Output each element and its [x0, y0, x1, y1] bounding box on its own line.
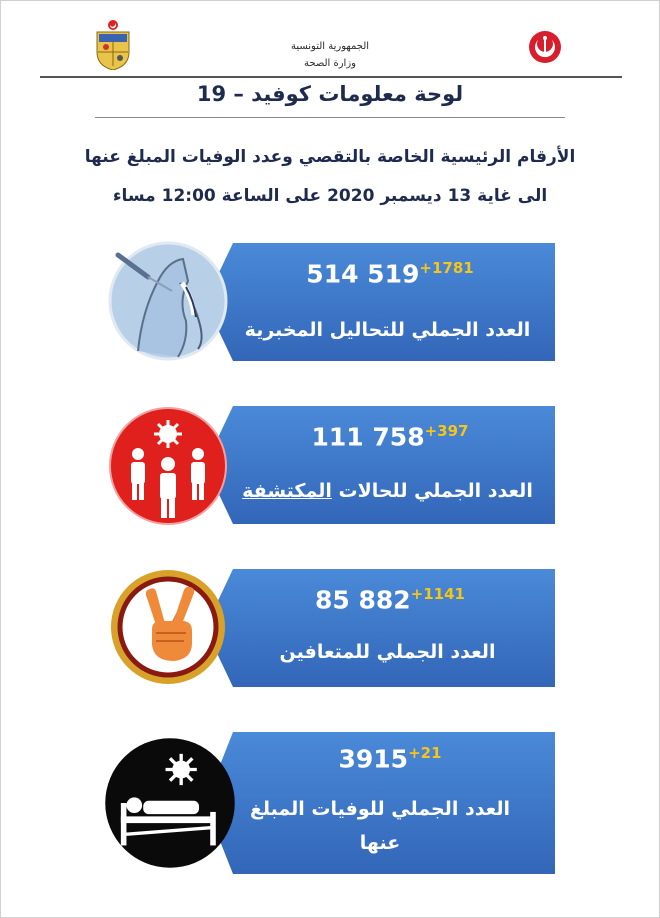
stat-delta: +1141	[410, 585, 465, 603]
stat-label: العدد الجملي للوفيات المبلغ عنها	[249, 798, 511, 854]
stat-value-row	[230, 744, 550, 773]
tunisia-emblem-icon	[93, 18, 133, 70]
subtitle-line-2: الى غاية 13 ديسمبر 2020 على الساعة 12:00 مساء	[112, 186, 548, 206]
stat-delta: +21	[408, 744, 442, 762]
stat-value-row	[230, 422, 550, 451]
stat-value: 3915	[338, 744, 409, 774]
stat-label: العدد الجملي للحالات المكتشفة	[242, 480, 533, 502]
republic-name: الجمهورية التونسية	[290, 41, 370, 52]
stat-label: العدد الجملي للتحاليل المخبرية	[244, 319, 531, 341]
title-divider	[95, 117, 565, 118]
ministry-name: وزارة الصحة	[304, 58, 356, 69]
victory-hand-icon	[108, 567, 228, 687]
stat-delta: +1781	[419, 259, 474, 277]
stat-delta: +397	[424, 422, 469, 440]
organization-name	[250, 38, 410, 72]
subtitle-line-1: الأرقام الرئيسية الخاصة بالتقصي وعدد الوفيات المبلغ عنها	[84, 147, 576, 167]
red-crescent-logo-icon	[528, 30, 562, 64]
hospital-bed-icon	[103, 736, 237, 870]
stat-value: 514 519	[306, 259, 420, 289]
people-virus-icon	[108, 406, 228, 526]
stat-value: 111 758	[311, 422, 425, 452]
stat-card-deaths	[0, 732, 660, 872]
stat-card-tests	[0, 243, 660, 383]
stat-value-row	[230, 259, 550, 288]
stat-card-cases	[0, 406, 660, 546]
stat-value-row	[230, 585, 550, 614]
swab-test-icon	[108, 241, 228, 361]
header	[0, 0, 660, 90]
stat-card-recovered	[0, 569, 660, 709]
stat-label: العدد الجملي للمتعافين	[279, 641, 496, 663]
stat-value: 85 882	[314, 585, 411, 615]
page-title: لوحة معلومات كوفيد – 19	[196, 82, 464, 106]
header-divider	[40, 76, 622, 78]
